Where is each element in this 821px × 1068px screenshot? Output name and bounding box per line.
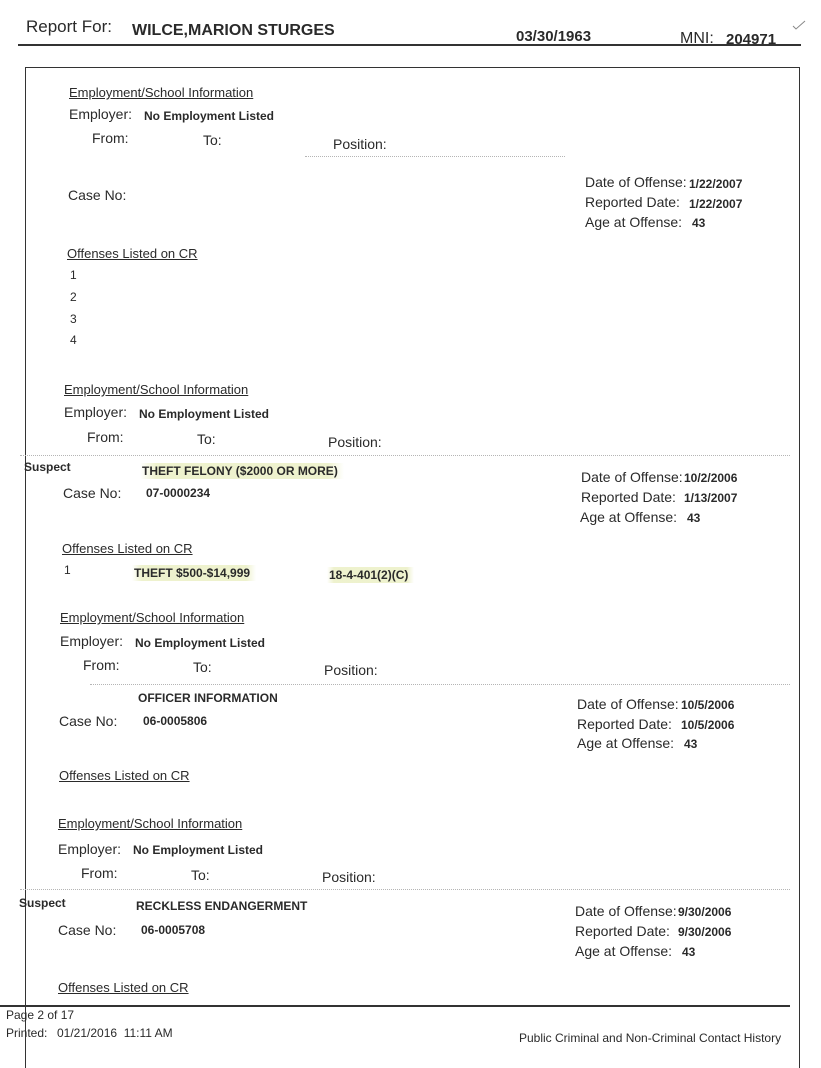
employer-label: Employer: bbox=[58, 841, 122, 857]
employment-header: Employment/School Information bbox=[64, 382, 249, 397]
employer-label: Employer: bbox=[69, 106, 133, 122]
to-label: To: bbox=[197, 431, 216, 447]
position-label: Position: bbox=[324, 662, 378, 678]
reported-date-label: Reported Date: bbox=[577, 716, 672, 732]
record-role: Suspect bbox=[19, 896, 66, 910]
record-title: OFFICER INFORMATION bbox=[138, 691, 278, 705]
divider bbox=[305, 156, 565, 157]
employer-value: No Employment Listed bbox=[139, 407, 270, 421]
date-of-offense-value: 9/30/2006 bbox=[678, 905, 732, 919]
offenses-header: Offenses Listed on CR bbox=[59, 768, 190, 783]
from-label: From: bbox=[81, 865, 118, 881]
header-rule bbox=[18, 44, 801, 46]
offense-statute: 18-4-401(2)(C) bbox=[327, 567, 414, 583]
reported-date-value: 1/22/2007 bbox=[689, 197, 743, 211]
page-number: Page 2 of 17 bbox=[6, 1008, 75, 1022]
offense-number: 2 bbox=[70, 290, 77, 304]
offense-number: 1 bbox=[70, 268, 77, 282]
age-at-offense-value: 43 bbox=[684, 737, 698, 751]
position-label: Position: bbox=[322, 869, 376, 885]
position-label: Position: bbox=[333, 136, 387, 152]
age-at-offense-label: Age at Offense: bbox=[585, 214, 683, 230]
offenses-header: Offenses Listed on CR bbox=[62, 541, 193, 556]
employer-value: No Employment Listed bbox=[144, 109, 275, 123]
age-at-offense-value: 43 bbox=[682, 945, 696, 959]
printed-label: Printed: bbox=[6, 1026, 48, 1040]
offense-number: 3 bbox=[70, 312, 77, 326]
age-at-offense-value: 43 bbox=[692, 216, 706, 230]
offenses-header: Offenses Listed on CR bbox=[58, 980, 189, 995]
employer-value: No Employment Listed bbox=[133, 843, 264, 857]
employer-label: Employer: bbox=[60, 633, 124, 649]
to-label: To: bbox=[193, 659, 212, 675]
reported-date-label: Reported Date: bbox=[575, 923, 670, 939]
case-no-value: 06-0005806 bbox=[143, 714, 208, 728]
offenses-header: Offenses Listed on CR bbox=[67, 246, 198, 261]
date-of-offense-value: 10/5/2006 bbox=[681, 698, 735, 712]
report-for-label: Report For: bbox=[26, 17, 112, 36]
mni-label: MNI: bbox=[680, 30, 714, 47]
date-of-offense-label: Date of Offense: bbox=[581, 469, 683, 485]
case-no-label: Case No: bbox=[68, 187, 127, 203]
employer-label: Employer: bbox=[64, 404, 128, 420]
position-label: Position: bbox=[328, 434, 382, 450]
age-at-offense-label: Age at Offense: bbox=[580, 509, 678, 525]
to-label: To: bbox=[203, 132, 222, 148]
divider bbox=[20, 455, 790, 456]
reported-date-label: Reported Date: bbox=[585, 194, 680, 210]
offense-number: 1 bbox=[64, 563, 71, 577]
case-no-value: 07-0000234 bbox=[146, 486, 211, 500]
mni-value: 204971 bbox=[726, 31, 777, 48]
case-no-label: Case No: bbox=[63, 485, 122, 501]
from-label: From: bbox=[87, 429, 124, 445]
from-label: From: bbox=[92, 130, 129, 146]
record-title: RECKLESS ENDANGERMENT bbox=[136, 899, 308, 913]
reported-date-value: 9/30/2006 bbox=[678, 925, 732, 939]
employment-header: Employment/School Information bbox=[69, 85, 254, 100]
to-label: To: bbox=[191, 867, 210, 883]
employment-header: Employment/School Information bbox=[58, 816, 243, 831]
reported-date-value: 10/5/2006 bbox=[681, 718, 735, 732]
date-of-offense-value: 1/22/2007 bbox=[689, 177, 743, 191]
divider bbox=[90, 684, 790, 685]
reported-date-label: Reported Date: bbox=[581, 489, 676, 505]
case-no-value: 06-0005708 bbox=[141, 923, 206, 937]
date-of-offense-label: Date of Offense: bbox=[575, 903, 677, 919]
footer-rule bbox=[0, 1005, 790, 1007]
record-role: Suspect bbox=[24, 460, 71, 474]
age-at-offense-label: Age at Offense: bbox=[577, 735, 675, 751]
employer-value: No Employment Listed bbox=[135, 636, 266, 650]
from-label: From: bbox=[83, 657, 120, 673]
divider bbox=[20, 889, 790, 890]
date-of-offense-label: Date of Offense: bbox=[585, 174, 687, 190]
age-at-offense-label: Age at Offense: bbox=[575, 943, 673, 959]
subject-name: WILCE,MARION STURGES bbox=[132, 22, 335, 39]
offense-description: THEFT $500-$14,999 bbox=[132, 565, 256, 581]
offense-number: 4 bbox=[70, 333, 77, 347]
age-at-offense-value: 43 bbox=[687, 511, 701, 525]
subject-dob: 03/30/1963 bbox=[516, 28, 592, 45]
record-title: THEFT FELONY ($2000 OR MORE) bbox=[140, 463, 344, 479]
date-of-offense-label: Date of Offense: bbox=[577, 696, 679, 712]
reported-date-value: 1/13/2007 bbox=[684, 491, 738, 505]
case-no-label: Case No: bbox=[59, 713, 118, 729]
check-mark-icon bbox=[792, 20, 806, 30]
printed-timestamp: 01/21/2016 11:11 AM bbox=[57, 1026, 173, 1040]
case-no-label: Case No: bbox=[58, 922, 117, 938]
employment-header: Employment/School Information bbox=[60, 610, 245, 625]
date-of-offense-value: 10/2/2006 bbox=[684, 471, 738, 485]
footer-title: Public Criminal and Non-Criminal Contact History bbox=[519, 1031, 782, 1045]
